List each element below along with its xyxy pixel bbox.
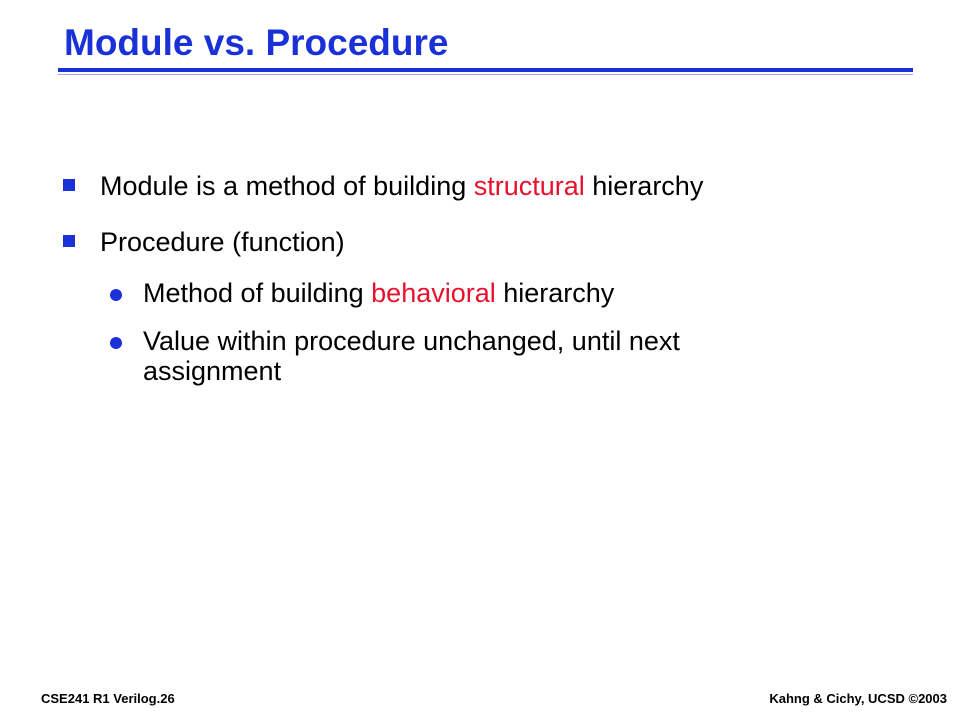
round-bullet-icon xyxy=(110,289,122,301)
square-bullet-icon xyxy=(63,179,75,191)
round-bullet-icon xyxy=(110,337,122,349)
highlight-behavioral: behavioral xyxy=(371,278,496,308)
bullet-text: Module is a method of building structural hierarchy xyxy=(100,171,704,201)
footer-course: CSE241 R1 Verilog.26 xyxy=(41,691,175,706)
subbullet-text: Method of building behavioral hierarchy xyxy=(143,278,615,308)
footer-credit: Kahng & Cichy, UCSD ©2003 xyxy=(769,691,947,706)
subbullet-text: Value within procedure unchanged, until next assignment xyxy=(143,326,680,386)
bullet-text: Procedure (function) xyxy=(100,227,345,257)
highlight-structural: structural xyxy=(473,171,585,201)
slide-title: Module vs. Procedure xyxy=(64,22,449,63)
square-bullet-icon xyxy=(63,235,75,247)
